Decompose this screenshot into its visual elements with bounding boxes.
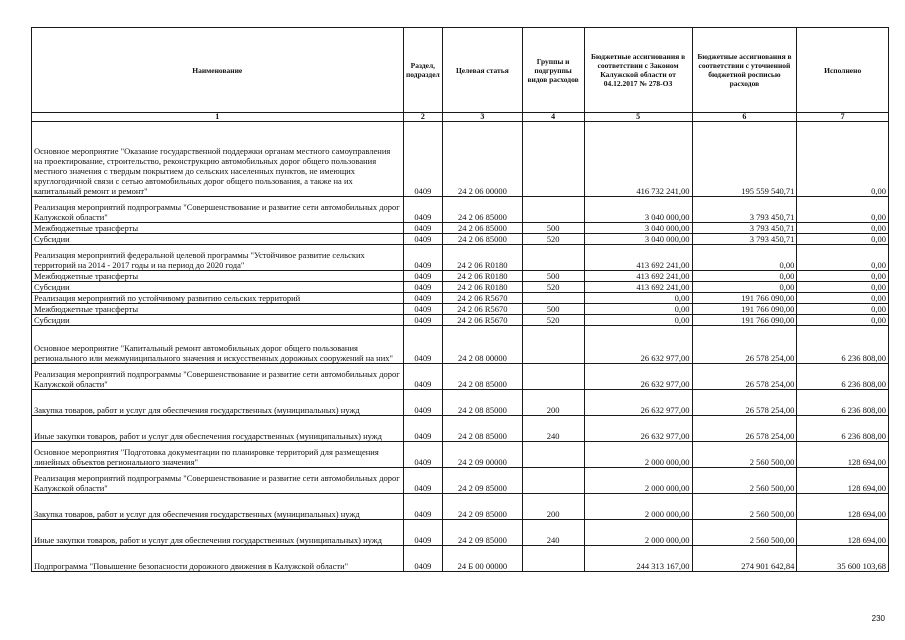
cell-group: 500 bbox=[522, 271, 584, 282]
cell-name: Реализация мероприятий по устойчивому развитию сельских территорий bbox=[32, 293, 404, 304]
cell-name: Реализация мероприятий подпрограммы "Совершенствование и развитие сети автомобильных дорог Калужской области" bbox=[32, 468, 404, 494]
page-number: 230 bbox=[871, 614, 885, 623]
cell-budget-law: 0,00 bbox=[584, 315, 692, 326]
cell-executed: 0,00 bbox=[797, 245, 889, 271]
cell-group bbox=[522, 293, 584, 304]
cell-budget-updated: 2 560 500,00 bbox=[692, 442, 797, 468]
cell-budget-updated: 26 578 254,00 bbox=[692, 390, 797, 416]
cell-budget-updated: 2 560 500,00 bbox=[692, 494, 797, 520]
cell-budget-updated: 2 560 500,00 bbox=[692, 520, 797, 546]
cell-executed: 0,00 bbox=[797, 315, 889, 326]
cell-target: 24 2 08 85000 bbox=[443, 390, 522, 416]
cell-executed: 6 236 808,00 bbox=[797, 364, 889, 390]
cell-budget-updated: 274 901 642,84 bbox=[692, 546, 797, 572]
cell-group: 520 bbox=[522, 234, 584, 245]
cell-executed: 0,00 bbox=[797, 293, 889, 304]
cell-target: 24 2 09 85000 bbox=[443, 520, 522, 546]
cell-budget-updated: 191 766 090,00 bbox=[692, 315, 797, 326]
cell-name: Основное мероприятия "Подготовка документации по планировке территорий для размещения линейных объектов регионального значения" bbox=[32, 442, 404, 468]
cell-executed: 128 694,00 bbox=[797, 442, 889, 468]
table-row bbox=[32, 122, 889, 197]
cell-group: 500 bbox=[522, 304, 584, 315]
header-target: Целевая статья bbox=[443, 28, 522, 113]
cell-group bbox=[522, 197, 584, 223]
table-row bbox=[32, 468, 889, 494]
cell-name: Подпрограмма "Повышение безопасности дорожного движения в Калужской области" bbox=[32, 546, 404, 572]
cell-budget-law: 26 632 977,00 bbox=[584, 390, 692, 416]
cell-budget-law: 416 732 241,00 bbox=[584, 122, 692, 197]
cell-budget-law: 0,00 bbox=[584, 293, 692, 304]
column-number: 2 bbox=[403, 113, 443, 122]
column-number: 1 bbox=[32, 113, 404, 122]
header-groups: Группы и подгруппы видов расходов bbox=[522, 28, 584, 113]
cell-budget-law: 2 000 000,00 bbox=[584, 494, 692, 520]
cell-group bbox=[522, 442, 584, 468]
cell-budget-law: 26 632 977,00 bbox=[584, 364, 692, 390]
cell-section: 0409 bbox=[403, 223, 443, 234]
cell-executed: 0,00 bbox=[797, 304, 889, 315]
cell-section: 0409 bbox=[403, 390, 443, 416]
cell-target: 24 2 06 R0180 bbox=[443, 271, 522, 282]
header-budget-law: Бюджетные ассигнования в соответствии с Законом Калужской области от 04.12.2017 № 278-ОЗ bbox=[584, 28, 692, 113]
cell-name: Иные закупки товаров, работ и услуг для обеспечения государственных (муниципальных) нужд bbox=[32, 416, 404, 442]
cell-target: 24 2 06 85000 bbox=[443, 234, 522, 245]
cell-budget-updated: 0,00 bbox=[692, 282, 797, 293]
cell-name: Межбюджетные трансферты bbox=[32, 304, 404, 315]
cell-target: 24 2 08 85000 bbox=[443, 364, 522, 390]
cell-budget-law: 413 692 241,00 bbox=[584, 245, 692, 271]
cell-executed: 0,00 bbox=[797, 282, 889, 293]
cell-section: 0409 bbox=[403, 234, 443, 245]
cell-executed: 0,00 bbox=[797, 122, 889, 197]
cell-section: 0409 bbox=[403, 416, 443, 442]
cell-target: 24 2 06 R0180 bbox=[443, 245, 522, 271]
cell-budget-law: 413 692 241,00 bbox=[584, 282, 692, 293]
cell-name: Основное мероприятие "Капитальный ремонт автомобильных дорог общего пользования регионального или межмуниципального значения и искусственных дорожных сооружений на них" bbox=[32, 326, 404, 364]
table-row bbox=[32, 223, 889, 234]
cell-section: 0409 bbox=[403, 271, 443, 282]
cell-executed: 128 694,00 bbox=[797, 494, 889, 520]
cell-section: 0409 bbox=[403, 293, 443, 304]
table-row bbox=[32, 282, 889, 293]
header-name: Наименование bbox=[32, 28, 404, 113]
cell-budget-updated: 195 559 540,71 bbox=[692, 122, 797, 197]
cell-section: 0409 bbox=[403, 468, 443, 494]
cell-budget-updated: 26 578 254,00 bbox=[692, 364, 797, 390]
cell-group bbox=[522, 245, 584, 271]
cell-budget-updated: 0,00 bbox=[692, 271, 797, 282]
table-row bbox=[32, 271, 889, 282]
cell-name: Иные закупки товаров, работ и услуг для обеспечения государственных (муниципальных) нужд bbox=[32, 520, 404, 546]
cell-executed: 6 236 808,00 bbox=[797, 390, 889, 416]
cell-section: 0409 bbox=[403, 326, 443, 364]
cell-target: 24 2 06 R0180 bbox=[443, 282, 522, 293]
header-budget-updated: Бюджетные ассигнования в соответствии с уточненной бюджетной росписью расходов bbox=[692, 28, 797, 113]
table-row bbox=[32, 245, 889, 271]
table-body bbox=[32, 122, 889, 572]
cell-name: Субсидии bbox=[32, 315, 404, 326]
cell-section: 0409 bbox=[403, 282, 443, 293]
cell-budget-law: 3 040 000,00 bbox=[584, 197, 692, 223]
cell-budget-law: 26 632 977,00 bbox=[584, 326, 692, 364]
cell-target: 24 2 08 00000 bbox=[443, 326, 522, 364]
cell-budget-updated: 26 578 254,00 bbox=[692, 416, 797, 442]
cell-name: Реализация мероприятий федеральной целевой программы "Устойчивое развитие сельских территорий на 2014 - 2017 годы и на период до 2020 года" bbox=[32, 245, 404, 271]
cell-budget-updated: 191 766 090,00 bbox=[692, 293, 797, 304]
cell-name: Основное мероприятие "Оказание государственной поддержки органам местного самоуправления на проектирование, строительство, реконструкцию автомобильных дорог общего пользования местного значения с твердым покрытием до сельских населенных пунктов, не имеющих круглогодичной связи с сетью автомобильных дорог общего пользования, а также на их капитальный ремонт и ремонт" bbox=[32, 122, 404, 197]
cell-group bbox=[522, 326, 584, 364]
table-row bbox=[32, 442, 889, 468]
cell-name: Межбюджетные трансферты bbox=[32, 271, 404, 282]
cell-group bbox=[522, 546, 584, 572]
cell-section: 0409 bbox=[403, 364, 443, 390]
cell-budget-updated: 191 766 090,00 bbox=[692, 304, 797, 315]
column-number: 3 bbox=[443, 113, 522, 122]
cell-executed: 0,00 bbox=[797, 223, 889, 234]
cell-group: 240 bbox=[522, 416, 584, 442]
cell-executed: 0,00 bbox=[797, 271, 889, 282]
cell-budget-law: 2 000 000,00 bbox=[584, 520, 692, 546]
cell-executed: 0,00 bbox=[797, 197, 889, 223]
cell-executed: 0,00 bbox=[797, 234, 889, 245]
cell-name: Закупка товаров, работ и услуг для обеспечения государственных (муниципальных) нужд bbox=[32, 390, 404, 416]
cell-name: Субсидии bbox=[32, 282, 404, 293]
table-row bbox=[32, 520, 889, 546]
table-row bbox=[32, 234, 889, 245]
cell-name: Субсидии bbox=[32, 234, 404, 245]
column-number: 4 bbox=[522, 113, 584, 122]
cell-group: 200 bbox=[522, 494, 584, 520]
cell-section: 0409 bbox=[403, 245, 443, 271]
cell-group: 240 bbox=[522, 520, 584, 546]
cell-budget-law: 2 000 000,00 bbox=[584, 442, 692, 468]
cell-target: 24 2 06 85000 bbox=[443, 223, 522, 234]
cell-target: 24 2 09 85000 bbox=[443, 494, 522, 520]
cell-budget-law: 3 040 000,00 bbox=[584, 223, 692, 234]
table-row bbox=[32, 326, 889, 364]
cell-budget-updated: 26 578 254,00 bbox=[692, 326, 797, 364]
budget-table bbox=[31, 27, 889, 572]
cell-group bbox=[522, 468, 584, 494]
cell-group bbox=[522, 122, 584, 197]
cell-target: 24 Б 00 00000 bbox=[443, 546, 522, 572]
cell-section: 0409 bbox=[403, 315, 443, 326]
cell-section: 0409 bbox=[403, 546, 443, 572]
cell-budget-updated: 3 793 450,71 bbox=[692, 197, 797, 223]
cell-section: 0409 bbox=[403, 442, 443, 468]
cell-target: 24 2 09 00000 bbox=[443, 442, 522, 468]
cell-target: 24 2 06 R5670 bbox=[443, 315, 522, 326]
cell-executed: 35 600 103,68 bbox=[797, 546, 889, 572]
table-row bbox=[32, 416, 889, 442]
cell-name: Закупка товаров, работ и услуг для обеспечения государственных (муниципальных) нужд bbox=[32, 494, 404, 520]
cell-executed: 6 236 808,00 bbox=[797, 326, 889, 364]
cell-target: 24 2 08 85000 bbox=[443, 416, 522, 442]
cell-section: 0409 bbox=[403, 122, 443, 197]
cell-budget-law: 244 313 167,00 bbox=[584, 546, 692, 572]
cell-executed: 128 694,00 bbox=[797, 520, 889, 546]
table-row bbox=[32, 304, 889, 315]
cell-name: Межбюджетные трансферты bbox=[32, 223, 404, 234]
cell-target: 24 2 06 00000 bbox=[443, 122, 522, 197]
table-row bbox=[32, 315, 889, 326]
cell-budget-law: 26 632 977,00 bbox=[584, 416, 692, 442]
cell-budget-updated: 3 793 450,71 bbox=[692, 234, 797, 245]
cell-section: 0409 bbox=[403, 494, 443, 520]
column-number: 6 bbox=[692, 113, 797, 122]
table-row bbox=[32, 390, 889, 416]
cell-group: 200 bbox=[522, 390, 584, 416]
column-number: 7 bbox=[797, 113, 889, 122]
cell-section: 0409 bbox=[403, 304, 443, 315]
cell-executed: 6 236 808,00 bbox=[797, 416, 889, 442]
cell-target: 24 2 09 85000 bbox=[443, 468, 522, 494]
cell-budget-updated: 2 560 500,00 bbox=[692, 468, 797, 494]
table-row bbox=[32, 546, 889, 572]
cell-group: 500 bbox=[522, 223, 584, 234]
column-number-row bbox=[32, 113, 889, 122]
cell-budget-law: 2 000 000,00 bbox=[584, 468, 692, 494]
header-section: Раздел, подраздел bbox=[403, 28, 443, 113]
cell-group bbox=[522, 364, 584, 390]
cell-name: Реализация мероприятий подпрограммы "Совершенствование и развитие сети автомобильных дорог Калужской области" bbox=[32, 364, 404, 390]
column-number: 5 bbox=[584, 113, 692, 122]
header-row bbox=[32, 28, 889, 113]
cell-budget-law: 0,00 bbox=[584, 304, 692, 315]
cell-group: 520 bbox=[522, 282, 584, 293]
cell-executed: 128 694,00 bbox=[797, 468, 889, 494]
cell-target: 24 2 06 R5670 bbox=[443, 293, 522, 304]
header-executed: Исполнено bbox=[797, 28, 889, 113]
table-row bbox=[32, 197, 889, 223]
cell-target: 24 2 06 R5670 bbox=[443, 304, 522, 315]
cell-target: 24 2 06 85000 bbox=[443, 197, 522, 223]
table-row bbox=[32, 364, 889, 390]
cell-group: 520 bbox=[522, 315, 584, 326]
cell-name: Реализация мероприятий подпрограммы "Совершенствование и развитие сети автомобильных дорог Калужской области" bbox=[32, 197, 404, 223]
cell-section: 0409 bbox=[403, 197, 443, 223]
cell-budget-law: 413 692 241,00 bbox=[584, 271, 692, 282]
cell-budget-law: 3 040 000,00 bbox=[584, 234, 692, 245]
table-row bbox=[32, 293, 889, 304]
cell-budget-updated: 3 793 450,71 bbox=[692, 223, 797, 234]
cell-budget-updated: 0,00 bbox=[692, 245, 797, 271]
table-row bbox=[32, 494, 889, 520]
cell-section: 0409 bbox=[403, 520, 443, 546]
